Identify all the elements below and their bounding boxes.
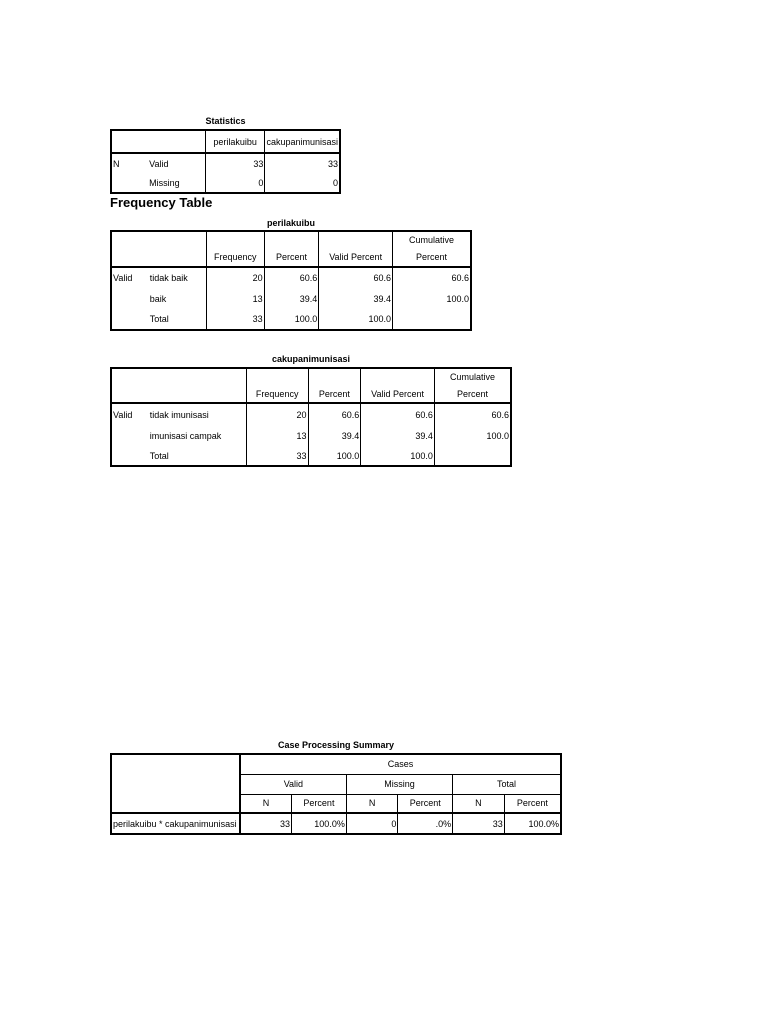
perilakuibu-frequency-table <box>110 230 472 331</box>
col-header: Percent <box>308 385 361 403</box>
col-header: Percent <box>264 248 319 267</box>
table-cell: 100.0 <box>319 309 393 330</box>
row-label: tidak baik <box>149 267 207 288</box>
table-cell: 60.6 <box>308 403 361 425</box>
row-label: Total <box>149 446 247 466</box>
col-header: Percent <box>398 794 453 813</box>
table-cell: 100.0% <box>292 813 347 834</box>
table-cell <box>392 309 471 330</box>
table-cell: .0% <box>398 813 453 834</box>
row-label: Total <box>149 309 207 330</box>
table-cell: 100.0 <box>264 309 319 330</box>
table-cell: 39.4 <box>361 425 435 446</box>
table-cell: 33 <box>453 813 505 834</box>
col-header: N <box>240 794 292 813</box>
col-header: Percent <box>292 794 347 813</box>
statistics-table <box>110 129 341 194</box>
row-label: tidak imunisasi <box>149 403 247 425</box>
col-header: Percent <box>392 248 471 267</box>
table-cell: 0 <box>205 173 265 193</box>
table-cell: 100.0 <box>308 446 361 466</box>
table-cell: 60.6 <box>361 403 435 425</box>
table-cell: 100.0 <box>392 288 471 309</box>
group-header: Total <box>453 774 561 794</box>
row-label: perilakuibu * cakupanimunisasi <box>111 813 240 834</box>
table-cell: 39.4 <box>264 288 319 309</box>
col-header: cakupanimunisasi <box>265 130 340 153</box>
case-processing-summary-table <box>110 753 562 835</box>
table-cell: 0 <box>265 173 340 193</box>
frequency-table-heading: Frequency Table <box>110 195 213 210</box>
cases-header: Cases <box>240 754 561 774</box>
table-cell: 33 <box>246 446 308 466</box>
table-cell: 20 <box>206 267 264 288</box>
row-group-label: N <box>111 153 148 173</box>
table-cell: 39.4 <box>308 425 361 446</box>
table-cell: 33 <box>206 309 264 330</box>
row-label: Missing <box>148 173 205 193</box>
table-cell: 33 <box>240 813 292 834</box>
row-label: Valid <box>148 153 205 173</box>
case-summary-title: Case Processing Summary <box>277 740 395 750</box>
col-header: N <box>346 794 398 813</box>
table-cell: 0 <box>346 813 398 834</box>
col-header: Percent <box>434 385 511 403</box>
col-header: Cumulative <box>434 368 511 385</box>
row-group-label: Valid <box>111 267 149 288</box>
table-cell: 60.6 <box>392 267 471 288</box>
table-cell: 39.4 <box>319 288 393 309</box>
table-cell: 100.0% <box>504 813 561 834</box>
table-cell: 60.6 <box>319 267 393 288</box>
row-label: baik <box>149 288 207 309</box>
col-header: Cumulative <box>392 231 471 248</box>
table-cell: 20 <box>246 403 308 425</box>
col-header: perilakuibu <box>205 130 265 153</box>
table-cell: 33 <box>265 153 340 173</box>
table-cell: 60.6 <box>434 403 511 425</box>
table-cell: 100.0 <box>361 446 435 466</box>
col-header: Percent <box>504 794 561 813</box>
group-header: Valid <box>240 774 346 794</box>
row-group-label: Valid <box>111 403 149 425</box>
table-cell: 60.6 <box>264 267 319 288</box>
table-cell: 13 <box>246 425 308 446</box>
cakupanimunisasi-title: cakupanimunisasi <box>271 354 351 364</box>
statistics-title: Statistics <box>205 116 246 126</box>
group-header: Missing <box>346 774 452 794</box>
table-cell: 13 <box>206 288 264 309</box>
table-cell <box>434 446 511 466</box>
col-header: Frequency <box>206 248 264 267</box>
table-cell: 33 <box>205 153 265 173</box>
col-header: Valid Percent <box>361 385 435 403</box>
table-cell: 100.0 <box>434 425 511 446</box>
perilakuibu-title: perilakuibu <box>266 218 315 228</box>
col-header: N <box>453 794 505 813</box>
cakupanimunisasi-frequency-table <box>110 367 512 467</box>
col-header: Frequency <box>246 385 308 403</box>
row-label: imunisasi campak <box>149 425 247 446</box>
col-header: Valid Percent <box>319 248 393 267</box>
